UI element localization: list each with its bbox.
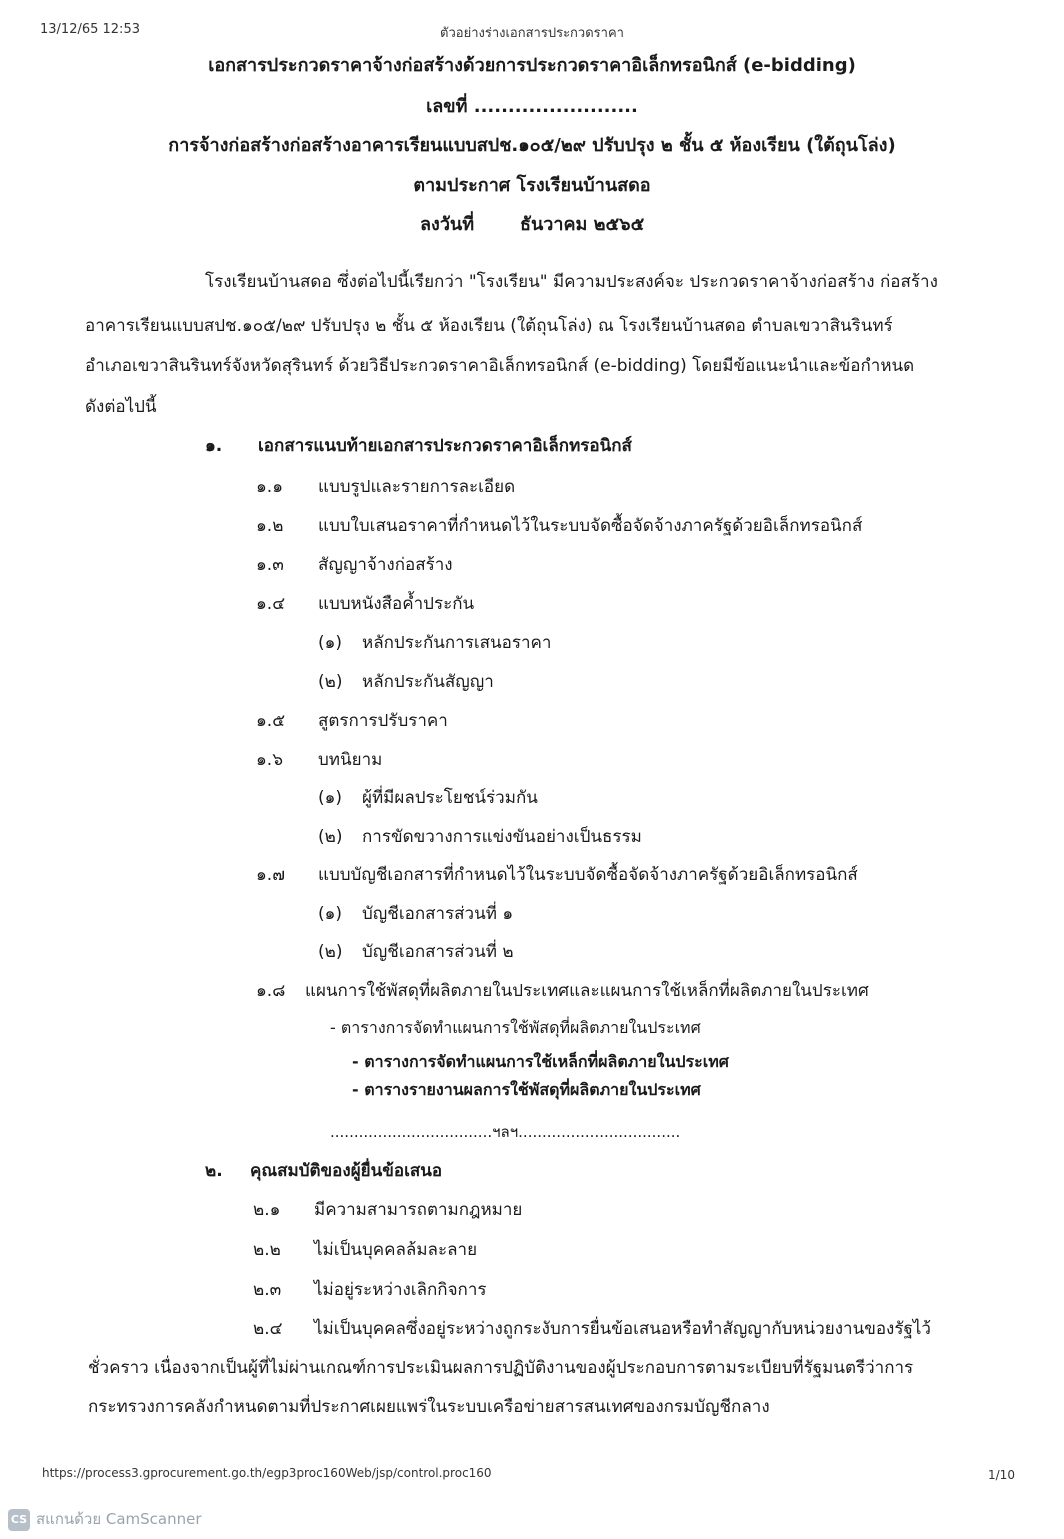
sub-list-item: การขัดขวางการแข่งขันอย่างเป็นธรรม: [362, 827, 642, 847]
sub-item-number: (๒): [318, 942, 343, 962]
sub-list-item: หลักประกันการเสนอราคา: [362, 633, 552, 653]
list-item-number: ๑.๕: [256, 711, 286, 731]
section-2-number: ๒.: [205, 1161, 223, 1181]
intro-line-2: อาคารเรียนแบบสปช.๑๐๕/๒๙ ปรับปรุง ๒ ชั้น ๕ ห้องเรียน (ใต้ถุนโล่ง) ณ โรงเรียนบ้านสดอ ตำบลเขวาสินรินทร์: [85, 316, 893, 336]
intro-line-1: โรงเรียนบ้านสดอ ซึ่งต่อไปนี้เรียกว่า "โรงเรียน" มีความประสงค์จะ ประกวดราคาจ้างก่อสร้าง ก่อสร้าง: [205, 272, 938, 292]
list-item-number: ๑.๒: [256, 516, 284, 536]
list-item: แผนการใช้พัสดุที่ผลิตภายในประเทศและแผนการใช้เหล็กที่ผลิตภายในประเทศ: [305, 981, 869, 1001]
sub-item-number: (๑): [318, 633, 343, 653]
list-item: แบบใบเสนอราคาที่กำหนดไว้ในระบบจัดซื้อจัดจ้างภาครัฐด้วยอิเล็กทรอนิกส์: [318, 516, 863, 536]
sub-item-number: (๑): [318, 904, 343, 924]
list-item: บทนิยาม: [318, 750, 383, 770]
sub-list-item: บัญชีเอกสารส่วนที่ ๒: [362, 942, 514, 962]
date-value: ธันวาคม ๒๕๖๕: [520, 214, 645, 235]
document-number: เลขที่ ........................: [426, 96, 638, 117]
intro-line-3: อำเภอเขวาสินรินทร์จังหวัดสุรินทร์ ด้วยวิธีประกวดราคาอิเล็กทรอนิกส์ (e-bidding) โดยมีข้อแนะนำและข้อกำหนด: [85, 356, 915, 376]
list-item: แบบรูปและรายการละเอียด: [318, 477, 516, 497]
list-item-number: ๑.๘: [256, 981, 286, 1001]
list-item: ไม่อยู่ระหว่างเลิกกิจการ: [314, 1280, 487, 1300]
document-title: เอกสารประกวดราคาจ้างก่อสร้างด้วยการประกวดราคาอิเล็กทรอนิกส์ (e-bidding): [208, 55, 856, 76]
list-item-number: ๑.๓: [256, 555, 284, 575]
continuation-line: ชั่วคราว เนื่องจากเป็นผู้ที่ไม่ผ่านเกณฑ์การประเมินผลการปฏิบัติงานของผู้ประกอบการตามระเบียบที่รัฐมนตรีว่าการ: [88, 1358, 914, 1378]
list-item-number: ๑.๑: [256, 477, 283, 497]
list-item: แบบบัญชีเอกสารที่กำหนดไว้ในระบบจัดซื้อจัดจ้างภาครัฐด้วยอิเล็กทรอนิกส์: [318, 865, 858, 885]
list-item-number: ๒.๒: [253, 1240, 281, 1260]
list-item: แบบหนังสือค้ำประกัน: [318, 594, 475, 614]
section-1-number: ๑.: [205, 436, 223, 456]
list-item-number: ๑.๖: [256, 750, 283, 770]
camscanner-text: สแกนด้วย CamScanner: [36, 1510, 202, 1528]
etc-line: ..................................ฯลฯ..................................: [330, 1123, 681, 1141]
dash-item: - ตารางรายงานผลการใช้พัสดุที่ผลิตภายในประเทศ: [352, 1080, 701, 1099]
sub-item-number: (๒): [318, 827, 343, 847]
list-item: มีความสามารถตามกฎหมาย: [314, 1200, 523, 1220]
print-datetime: 13/12/65 12:53: [40, 22, 140, 37]
page-number: 1/10: [988, 1468, 1015, 1482]
intro-line-4: ดังต่อไปนี้: [85, 397, 157, 417]
list-item: ไม่เป็นบุคคลซึ่งอยู่ระหว่างถูกระงับการยื่นข้อเสนอหรือทำสัญญากับหน่วยงานของรัฐไว้: [314, 1319, 931, 1339]
announcement-line: ตามประกาศ โรงเรียนบ้านสดอ: [413, 175, 651, 196]
dash-item: - ตารางการจัดทำแผนการใช้พัสดุที่ผลิตภายในประเทศ: [330, 1018, 701, 1037]
list-item-number: ๒.๓: [253, 1280, 282, 1300]
source-url: https://process3.gprocurement.go.th/egp3proc160Web/jsp/control.proc160: [42, 1466, 492, 1480]
list-item: สัญญาจ้างก่อสร้าง: [318, 555, 453, 575]
dash-item: - ตารางการจัดทำแผนการใช้เหล็กที่ผลิตภายในประเทศ: [352, 1052, 729, 1071]
list-item: สูตรการปรับราคา: [318, 711, 448, 731]
section-2-title: คุณสมบัติของผู้ยื่นข้อเสนอ: [250, 1161, 443, 1181]
sub-item-number: (๑): [318, 788, 343, 808]
document-label: ตัวอย่างร่างเอกสารประกวดราคา: [440, 26, 624, 41]
list-item-number: ๒.๑: [253, 1200, 281, 1220]
date-label: ลงวันที่: [420, 214, 475, 235]
sub-item-number: (๒): [318, 672, 343, 692]
sub-list-item: บัญชีเอกสารส่วนที่ ๑: [362, 904, 514, 924]
list-item-number: ๑.๗: [256, 865, 285, 885]
camscanner-logo-icon: CS: [8, 1509, 30, 1531]
list-item-number: ๒.๔: [253, 1319, 283, 1339]
project-title: การจ้างก่อสร้างก่อสร้างอาคารเรียนแบบสปช.๑๐๕/๒๙ ปรับปรุง ๒ ชั้น ๕ ห้องเรียน (ใต้ถุนโล่ง): [168, 135, 896, 156]
sub-list-item: หลักประกันสัญญา: [362, 672, 494, 692]
sub-list-item: ผู้ที่มีผลประโยชน์ร่วมกัน: [362, 788, 538, 808]
section-1-title: เอกสารแนบท้ายเอกสารประกวดราคาอิเล็กทรอนิกส์: [258, 436, 632, 456]
list-item: ไม่เป็นบุคคลล้มละลาย: [314, 1240, 478, 1260]
camscanner-watermark: [8, 1507, 202, 1531]
continuation-line: กระทรวงการคลังกำหนดตามที่ประกาศเผยแพร่ในระบบเครือข่ายสารสนเทศของกรมบัญชีกลาง: [88, 1397, 770, 1417]
list-item-number: ๑.๔: [256, 594, 286, 614]
